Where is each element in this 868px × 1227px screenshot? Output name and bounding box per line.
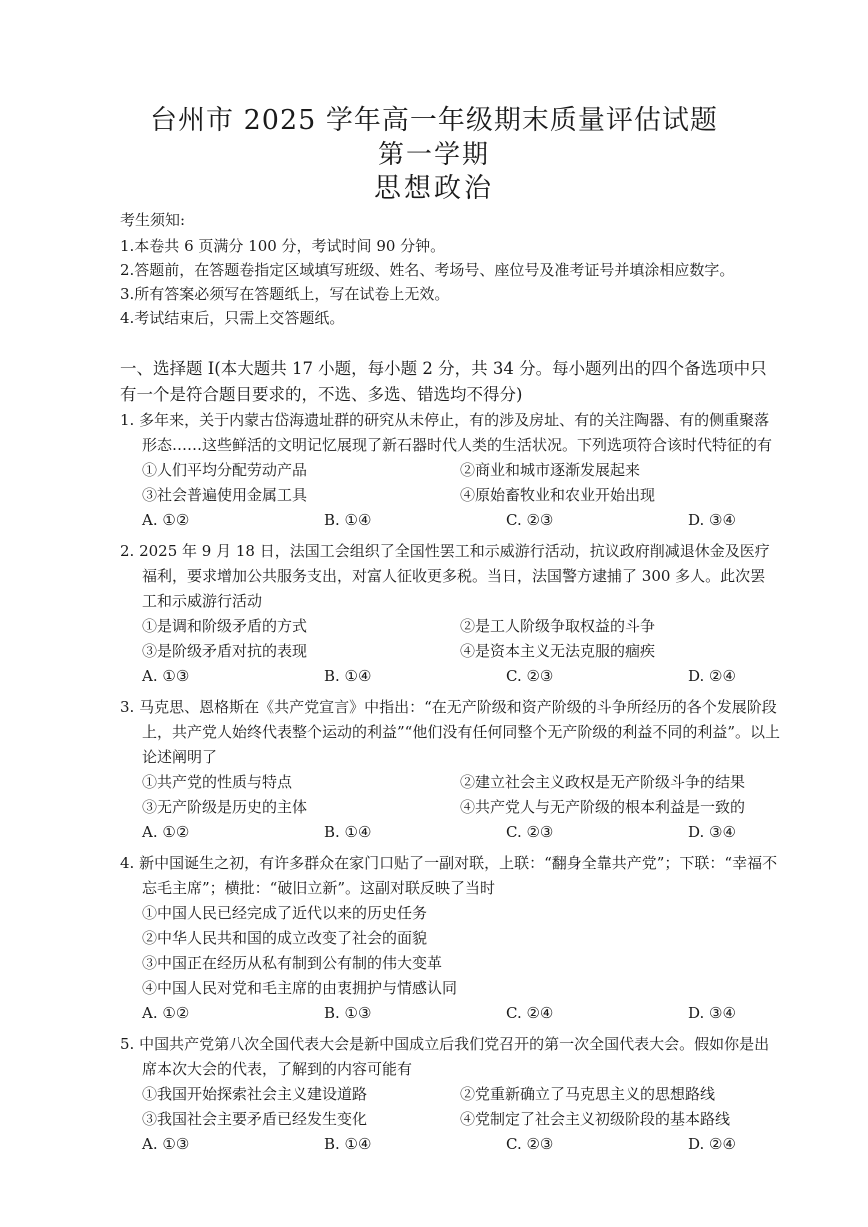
notice-item: 1.本卷共 6 页满分 100 分，考试时间 90 分钟。 [120, 237, 446, 255]
option-item: ②商业和城市逐渐发展起来 [460, 461, 641, 479]
exam-term: 第一学期 [377, 140, 490, 170]
question-stem: 1. 多年来，关于内蒙古岱海遗址群的研究从未停止，有的涉及房址、有的关注陶器、有的侧重聚落形态……这些鲜活的文明记忆展现了新石器时代人类的生活状况。下列选项符合该时代特征的有 [120, 411, 773, 454]
question-stem: 5. 中国共产党第八次全国代表大会是新中国成立后我们党召开的第一次全国代表大会。假如你是出席本次大会的代表，了解到的内容可能有 [120, 1035, 770, 1078]
question-stem: 3. 马克思、恩格斯在《共产党宣言》中指出：“在无产阶级和资产阶级的斗争所经历的各个发展阶段上，共产党人始终代表整个运动的利益”“他们没有任何同整个无产阶级的利益不同的利益”。以上论述阐明了 [120, 698, 781, 766]
option-item: ③社会普遍使用金属工具 [142, 486, 308, 504]
answer-choice-d: D. ③④ [688, 511, 736, 529]
exam-header [0, 104, 868, 206]
option-grid [120, 614, 780, 664]
option-item: ④是资本主义无法克服的痼疾 [460, 642, 656, 660]
notice-item: 3.所有答案必须写在答题纸上，写在试卷上无效。 [120, 285, 450, 303]
exam-subject: 思想政治 [374, 173, 494, 204]
answer-choice-a: A. ①② [142, 1004, 190, 1022]
option-item: ①人们平均分配劳动产品 [142, 461, 308, 479]
question-1 [120, 408, 780, 533]
answer-choices [120, 664, 780, 689]
answer-choices [120, 820, 780, 845]
option-item: ③无产阶级是历史的主体 [142, 798, 308, 816]
answer-choice-c: C. ②③ [506, 667, 554, 685]
option-grid [120, 458, 780, 508]
answer-choice-d: D. ②④ [688, 667, 736, 685]
question-stem: 2. 2025 年 9 月 18 日，法国工会组织了全国性罢工和示威游行活动，抗议政府削减退休金及医疗福利，要求增加公共服务支出，对富人征收更多税。当日，法国警方逮捕了 300 多人。此次罢工和示威游行活动 [120, 542, 770, 610]
answer-choice-b: B. ①③ [324, 1004, 372, 1022]
option-item: ②中华人民共和国的成立改变了社会的面貌 [142, 929, 428, 947]
option-item: ①是调和阶级矛盾的方式 [142, 617, 308, 635]
option-item: ④共产党人与无产阶级的根本利益是一致的 [460, 798, 746, 816]
answer-choice-d: D. ③④ [688, 823, 736, 841]
answer-choice-c: C. ②④ [506, 1004, 554, 1022]
exam-title: 台州市 2025 学年高一年级期末质量评估试题 [150, 105, 718, 136]
answer-choices [120, 1001, 780, 1026]
question-list [120, 408, 780, 1163]
answer-choice-a: A. ①② [142, 511, 190, 529]
answer-choice-c: C. ②③ [506, 511, 554, 529]
option-item: ①共产党的性质与特点 [142, 773, 293, 791]
answer-choice-d: D. ②④ [688, 1135, 736, 1153]
answer-choice-a: A. ①② [142, 823, 190, 841]
answer-choice-b: B. ①④ [324, 667, 372, 685]
notice-heading: 考生须知: [120, 211, 186, 229]
answer-choice-a: A. ①③ [142, 667, 190, 685]
answer-choice-c: C. ②③ [506, 1135, 554, 1153]
answer-choice-d: D. ③④ [688, 1004, 736, 1022]
option-item: ④原始畜牧业和农业开始出现 [460, 486, 656, 504]
section-title: 一、选择题 I(本大题共 17 小题，每小题 2 分，共 34 分。每小题列出的四个备选项中只有一个是符合题目要求的，不选、多选、错选均不得分) [120, 359, 767, 404]
question-3 [120, 695, 780, 845]
option-item: ①我国开始探索社会主义建设道路 [142, 1085, 368, 1103]
option-item: ②是工人阶级争取权益的斗争 [460, 617, 656, 635]
answer-choice-b: B. ①④ [324, 823, 372, 841]
answer-choice-c: C. ②③ [506, 823, 554, 841]
answer-choice-b: B. ①④ [324, 1135, 372, 1153]
option-grid [120, 1082, 780, 1132]
question-stem: 4. 新中国诞生之初，有许多群众在家门口贴了一副对联，上联：“翻身全靠共产党”；下联：“幸福不忘毛主席”；横批：“破旧立新”。这副对联反映了当时 [120, 854, 778, 897]
question-4 [120, 851, 780, 1026]
option-item: ③我国社会主要矛盾已经发生变化 [142, 1110, 368, 1128]
option-item: ④中国人民对党和毛主席的由衷拥护与情感认同 [142, 979, 458, 997]
answer-choice-a: A. ①③ [142, 1135, 190, 1153]
option-item: ③是阶级矛盾对抗的表现 [142, 642, 308, 660]
option-item: ③中国正在经历从私有制到公有制的伟大变革 [142, 954, 443, 972]
notice-item: 2.答题前，在答题卷指定区域填写班级、姓名、考场号、座位号及准考证号并填涂相应数字。 [120, 261, 735, 279]
question-2 [120, 539, 780, 689]
option-grid [120, 770, 780, 820]
option-item: ④党制定了社会主义初级阶段的基本路线 [460, 1110, 731, 1128]
answer-choice-b: B. ①④ [324, 511, 372, 529]
option-item: ②党重新确立了马克思主义的思想路线 [460, 1085, 716, 1103]
candidate-notice [120, 208, 780, 330]
question-5 [120, 1032, 780, 1157]
notice-item: 4.考试结束后，只需上交答题纸。 [120, 309, 345, 327]
answer-choices [120, 1132, 780, 1157]
option-item: ②建立社会主义政权是无产阶级斗争的结果 [460, 773, 746, 791]
answer-choices [120, 508, 780, 533]
option-item: ①中国人民已经完成了近代以来的历史任务 [142, 904, 428, 922]
